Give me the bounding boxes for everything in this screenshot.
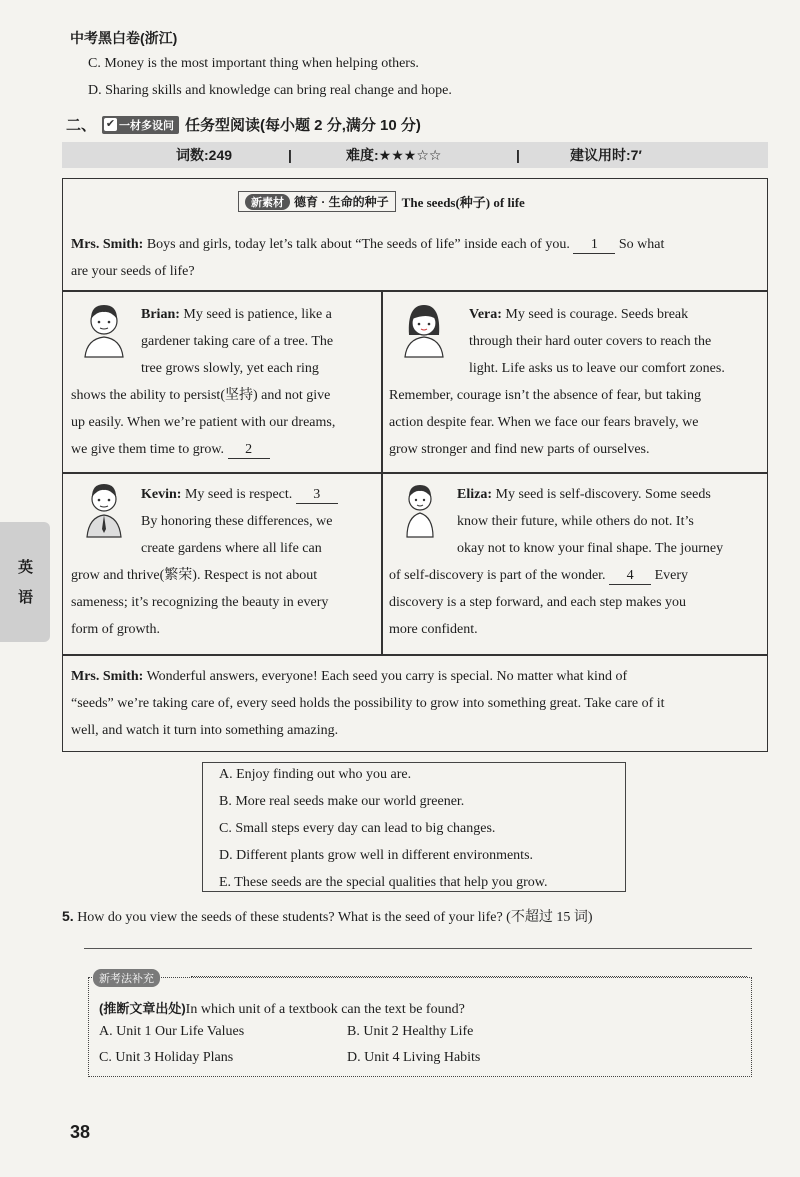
outro-paragraph	[71, 663, 761, 744]
word-count: 词数:249	[176, 147, 233, 163]
outro-text: Wonderful answers, everyone! Each seed you carry is special. No matter what kind of	[146, 669, 628, 684]
section-tag-label: 一材多设问	[119, 119, 175, 132]
question-tag: (推断文章出处)	[99, 1001, 186, 1016]
kevin-text: create gardens where all life can	[141, 541, 322, 556]
speaker: Eliza:	[457, 487, 492, 502]
option-c: C. Money is the most important thing when helping others.	[88, 56, 419, 71]
speaker: Vera:	[469, 307, 502, 322]
eliza-text: of self-discovery is part of the wonder.	[389, 568, 606, 583]
question-5	[62, 906, 592, 926]
separator: |	[516, 147, 520, 163]
check-icon: ✔	[105, 118, 116, 130]
speaker: Brian:	[141, 307, 180, 322]
difficulty: 难度:★★★☆☆	[346, 147, 442, 163]
divider	[63, 290, 767, 292]
subject-tab	[0, 522, 50, 642]
info-bar	[62, 142, 768, 168]
eliza-paragraph	[389, 481, 761, 643]
brian-paragraph	[71, 301, 376, 463]
kevin-text: sameness; it’s recognizing the beauty in every	[71, 595, 329, 610]
speaker: Kevin:	[141, 487, 182, 502]
passage-box	[62, 178, 768, 752]
brian-text: tree grows slowly, yet each ring	[141, 361, 319, 376]
separator: |	[288, 147, 292, 163]
kevin-text: grow and thrive(繁荣). Respect is not about	[71, 568, 318, 583]
eliza-text: My seed is self-discovery. Some seeds	[495, 487, 711, 502]
kevin-paragraph	[71, 481, 376, 643]
brian-text: we give them time to grow.	[71, 442, 225, 457]
outro-text: well, and watch it turn into something amazing.	[71, 723, 339, 738]
extra-label: 新考法补充	[93, 969, 160, 987]
choice-a: A. Enjoy finding out who you are.	[219, 767, 412, 782]
kevin-text: form of growth.	[71, 622, 161, 637]
brian-text: shows the ability to persist(坚持) and not give	[71, 388, 331, 403]
passage-title-row	[238, 191, 525, 212]
intro-text: Boys and girls, today let’s talk about “The seeds of life” inside each of you.	[146, 237, 570, 252]
intro-paragraph	[71, 231, 761, 285]
eliza-text: more confident.	[389, 622, 478, 637]
section-heading: 任务型阅读(每小题 2 分,满分 10 分)	[185, 117, 421, 134]
subject-char: 语	[18, 588, 34, 606]
choices-box	[202, 762, 626, 892]
divider	[381, 290, 383, 654]
eliza-text: okay not to know your final shape. The journey	[457, 541, 724, 556]
question-text: How do you view the seeds of these students? What is the seed of your life? (不超过 15 词)	[77, 910, 593, 925]
section-number: 二、	[66, 117, 97, 134]
section-tag	[102, 116, 179, 134]
vera-text: Remember, courage isn’t the absence of fear, but taking	[389, 388, 701, 403]
brian-text: gardener taking care of a tree. The	[141, 334, 334, 349]
choice-e: E. These seeds are the special qualities that help you grow.	[219, 875, 548, 890]
intro-text: So what	[618, 237, 665, 252]
choice-c: C. Small steps every day can lead to big changes.	[219, 821, 496, 836]
section-title	[66, 114, 421, 135]
vera-text: action despite fear. When we face our fears bravely, we	[389, 415, 699, 430]
extra-option-a: A. Unit 1 Our Life Values	[99, 1024, 245, 1039]
speaker: Mrs. Smith:	[71, 669, 144, 684]
theme-box	[238, 191, 396, 212]
theme-text: 德育 · 生命的种子	[294, 195, 389, 209]
brian-text: up easily. When we’re patient with our dreams,	[71, 415, 336, 430]
new-material-pill: 新素材	[245, 194, 290, 210]
question-text: In which unit of a textbook can the text be found?	[185, 1002, 465, 1017]
extra-option-b: B. Unit 2 Healthy Life	[347, 1024, 474, 1039]
choice-d: D. Different plants grow well in different environments.	[219, 848, 534, 863]
blank-3: 3	[296, 487, 338, 504]
passage-title: The seeds(种子) of life	[401, 195, 525, 210]
extra-option-d: D. Unit 4 Living Habits	[347, 1050, 481, 1065]
divider	[63, 472, 767, 474]
choice-b: B. More real seeds make our world greener.	[219, 794, 465, 809]
suggested-time: 建议用时:7′	[570, 147, 642, 163]
eliza-text: Every	[654, 568, 688, 583]
vera-paragraph	[389, 301, 761, 463]
brian-text: My seed is patience, like a	[183, 307, 332, 322]
subject-char: 英	[18, 558, 34, 576]
divider	[63, 654, 767, 656]
speaker: Mrs. Smith:	[71, 237, 144, 252]
page-number: 38	[70, 1122, 91, 1142]
extra-option-c: C. Unit 3 Holiday Plans	[99, 1050, 234, 1065]
vera-text: grow stronger and find new parts of ourselves.	[389, 442, 650, 457]
kevin-text: My seed is respect.	[184, 487, 293, 502]
extra-question-box	[88, 973, 752, 1077]
eliza-text: know their future, while others do not. It’s	[457, 514, 694, 529]
intro-text: are your seeds of life?	[71, 264, 195, 279]
dotted-border	[191, 976, 747, 977]
blank-1: 1	[573, 237, 615, 254]
vera-text: through their hard outer covers to reach the	[469, 334, 712, 349]
vera-text: light. Life asks us to leave our comfort zones.	[469, 361, 725, 376]
blank-2: 2	[228, 442, 270, 459]
outro-text: “seeds” we’re taking care of, every seed holds the possibility to grow into something great. Take care of it	[71, 696, 665, 711]
blank-4: 4	[609, 568, 651, 585]
vera-text: My seed is courage. Seeds break	[505, 307, 689, 322]
kevin-text: By honoring these differences, we	[141, 514, 333, 529]
option-d: D. Sharing skills and knowledge can bring real change and hope.	[88, 83, 452, 98]
extra-question	[99, 998, 465, 1018]
question-number: 5.	[62, 908, 74, 924]
book-header: 中考黑白卷(浙江)	[70, 30, 178, 46]
answer-line[interactable]	[84, 948, 752, 949]
eliza-text: discovery is a step forward, and each step makes you	[389, 595, 687, 610]
